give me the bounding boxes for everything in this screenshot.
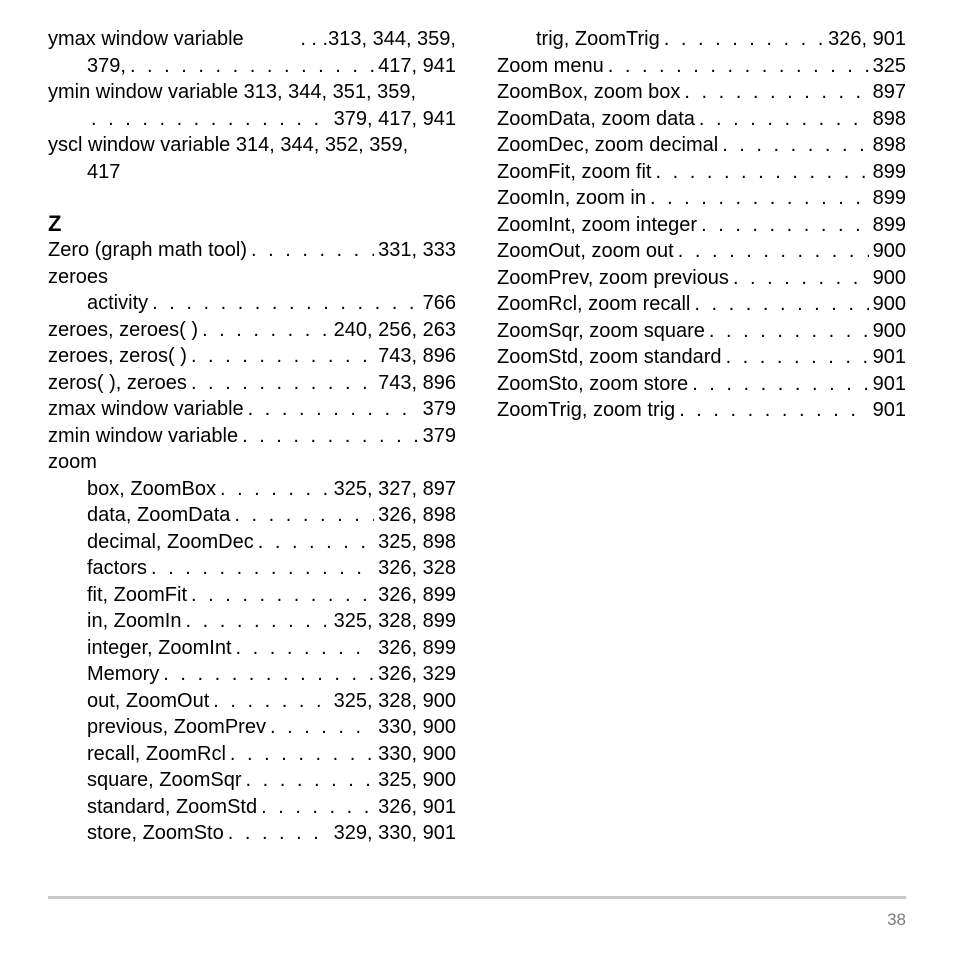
dot-leader [699,106,869,133]
dot-leader [251,237,374,264]
index-term: ymax window variable [48,28,244,50]
index-page-refs: 326, 899 [378,636,456,659]
index-term: ZoomPrev, zoom previous [497,266,729,289]
index-page-refs: 899 [872,213,906,236]
index-term: ZoomBox, zoom box [497,81,681,103]
index-entry [497,212,906,239]
dot-leader [230,741,374,768]
dot-leader [185,608,329,635]
index-term: ZoomRcl, zoom recall [497,293,691,315]
index-column-left [48,26,456,847]
dot-leader [191,343,374,370]
index-page-refs: 325, 327, 897 [333,477,456,500]
dot-leader [701,212,869,239]
index-term: ZoomSqr, zoom square [497,319,705,342]
index-term: zeroes [48,265,109,288]
index-term: zeroes, zeroes( ) [48,318,199,341]
index-entry [497,53,906,80]
section-letter-heading: Z [48,211,62,236]
dot-leader [692,371,868,398]
index-subentry [48,714,456,741]
dot-leader [679,397,868,424]
index-page-refs: 326, 901 [828,28,906,50]
dot-leader [130,53,374,80]
index-term: ZoomFit, zoom fit [497,160,652,183]
index-term: recall, ZoomRcl [87,742,226,765]
index-subentry [497,26,906,53]
dot-leader [709,318,869,345]
dot-leader [151,555,374,582]
index-page-refs: 743, 896 [378,345,456,367]
index-subentry [48,159,456,186]
dot-leader [152,290,419,317]
index-page-refs: 326, 329 [378,663,456,685]
index-entry [497,397,906,424]
index-page-refs: 898 [872,134,906,156]
index-term: ZoomSto, zoom store [497,372,689,395]
index-subentry [48,661,456,688]
index-page-refs: 326, 898 [378,504,456,526]
index-entry [48,343,456,370]
index-term: ZoomTrig, zoom trig [497,399,676,421]
dot-leader [650,185,869,212]
index-entries-z [48,237,456,847]
dot-leader [234,502,374,529]
index-page-refs: 899 [872,187,906,209]
dot-leader [684,79,868,106]
index-entry [497,79,906,106]
index-page-refs: 379 [422,424,456,447]
index-page-refs: 379, 417, 941 [333,107,456,130]
index-entry [497,344,906,371]
index-page-refs: 743, 896 [378,371,456,394]
index-subentry [48,688,456,715]
index-page-refs: 901 [872,346,906,368]
dot-leader [270,714,374,741]
index-term: ZoomData, zoom data [497,107,695,130]
index-term: ymin window variable 313, 344, 351, 359, [48,81,417,103]
index-page-refs: 331, 333 [378,239,456,261]
index-entry [48,264,456,291]
index-term: standard, ZoomStd [87,795,258,818]
index-page-refs: 329, 330, 901 [333,822,456,844]
index-subentry [48,555,456,582]
index-page-refs: 330, 900 [378,716,456,738]
index-page-refs: 900 [872,319,906,342]
index-page-refs: 417, 941 [378,54,456,77]
index-term: Zoom menu [497,54,604,77]
index-subentry [48,502,456,529]
index-term: ZoomInt, zoom integer [497,213,698,236]
footer-rule [48,896,906,899]
index-entry [497,265,906,292]
index-page-refs: 326, 901 [378,795,456,818]
index-term: 417 [87,160,121,183]
index-page-refs: 325, 900 [378,769,456,791]
index-entry [497,371,906,398]
dot-leader [220,476,330,503]
index-page-refs: 379 [422,398,456,420]
index-term: trig, ZoomTrig [536,28,660,50]
index-entry [48,237,456,264]
dot-leader [242,423,419,450]
index-page-refs: 900 [872,293,906,315]
index-term: zoom [48,451,97,473]
dot-leader [248,396,419,423]
index-term: activity [87,292,149,314]
dot-leader [678,238,869,265]
dot-leader [202,317,330,344]
index-subentry [48,608,456,635]
dot-leader [213,688,329,715]
index-page-refs: 901 [872,399,906,421]
index-subentry [48,106,456,133]
index-term: fit, ZoomFit [87,583,188,606]
dot-leader [228,820,330,847]
dot-leader [258,529,374,556]
index-term: ZoomOut, zoom out [497,240,674,262]
index-term: zeroes, zeros( ) [48,345,187,367]
page-number: 38 [887,910,906,929]
index-entry [497,291,906,318]
index-entry [497,185,906,212]
index-column-right [497,26,906,424]
index-page-refs: 330, 900 [378,742,456,765]
dot-leader [191,370,374,397]
index-page-refs: 900 [872,240,906,262]
index-term: previous, ZoomPrev [87,716,266,738]
index-entries-zoom [497,26,906,424]
index-term: integer, ZoomInt [87,636,232,659]
index-term: box, ZoomBox [87,477,216,500]
index-entry [497,238,906,265]
index-term: factors [87,557,148,579]
index-page-refs: 899 [872,160,906,183]
dot-leader [722,132,868,159]
index-subentry [48,794,456,821]
index-page-refs: 326, 899 [378,583,456,606]
index-entries-y [48,26,456,185]
index-entry [48,370,456,397]
dot-leader [236,635,375,662]
index-page-refs: 766 [422,292,456,314]
index-term: in, ZoomIn [87,610,182,632]
index-subentry [48,290,456,317]
dot-leader [191,582,374,609]
dot-leader [664,26,824,53]
dot-leader [246,767,375,794]
index-subentry [48,582,456,609]
section-gap [48,185,456,211]
index-page-refs: 898 [872,107,906,130]
index-term: store, ZoomSto [87,822,224,844]
index-entry [48,26,456,53]
index-subentry [48,529,456,556]
index-term: out, ZoomOut [87,689,210,712]
dot-leader [261,794,374,821]
index-entry [497,106,906,133]
dot-leader [733,265,869,292]
index-entry [48,79,456,106]
index-term: Memory [87,663,160,685]
index-term: ZoomDec, zoom decimal [497,134,719,156]
index-page-refs: 325, 328, 900 [333,689,456,712]
index-page-refs: 325, 898 [378,530,456,553]
index-term: data, ZoomData [87,504,231,526]
index-term: 379, [87,54,126,77]
index-page-refs: 325, 328, 899 [333,610,456,632]
dot-leader [694,291,868,318]
index-subentry [48,635,456,662]
index-subentry [48,767,456,794]
index-entry [497,159,906,186]
index-entry [497,132,906,159]
index-subentry [48,476,456,503]
dot-leader [163,661,374,688]
index-term: square, ZoomSqr [87,769,242,791]
index-page-refs: . . .313, 344, 359, [300,28,456,50]
index-term: yscl window variable 314, 344, 352, 359, [48,134,409,156]
index-page-refs: 901 [872,372,906,395]
dot-leader [655,159,868,186]
index-entry [48,396,456,423]
index-entry [497,318,906,345]
index-term: zeros( ), zeroes [48,371,187,394]
index-page-refs: 897 [872,81,906,103]
index-term: decimal, ZoomDec [87,530,254,553]
index-term: Zero (graph math tool) [48,239,247,261]
index-page-refs: 325 [872,54,906,77]
index-page-refs: 240, 256, 263 [333,318,456,341]
index-subentry [48,820,456,847]
index-term: ZoomStd, zoom standard [497,346,722,368]
dot-leader [726,344,869,371]
dot-leader [91,106,330,133]
index-entry [48,132,456,159]
index-page-refs: 326, 328 [378,557,456,579]
index-entry [48,423,456,450]
index-entry [48,449,456,476]
index-entry [48,317,456,344]
index-term: zmin window variable [48,424,239,447]
index-subentry [48,741,456,768]
index-term: ZoomIn, zoom in [497,187,646,209]
index-page-refs: 900 [872,266,906,289]
index-subentry [48,53,456,80]
index-term: zmax window variable [48,398,244,420]
dot-leader [608,53,869,80]
